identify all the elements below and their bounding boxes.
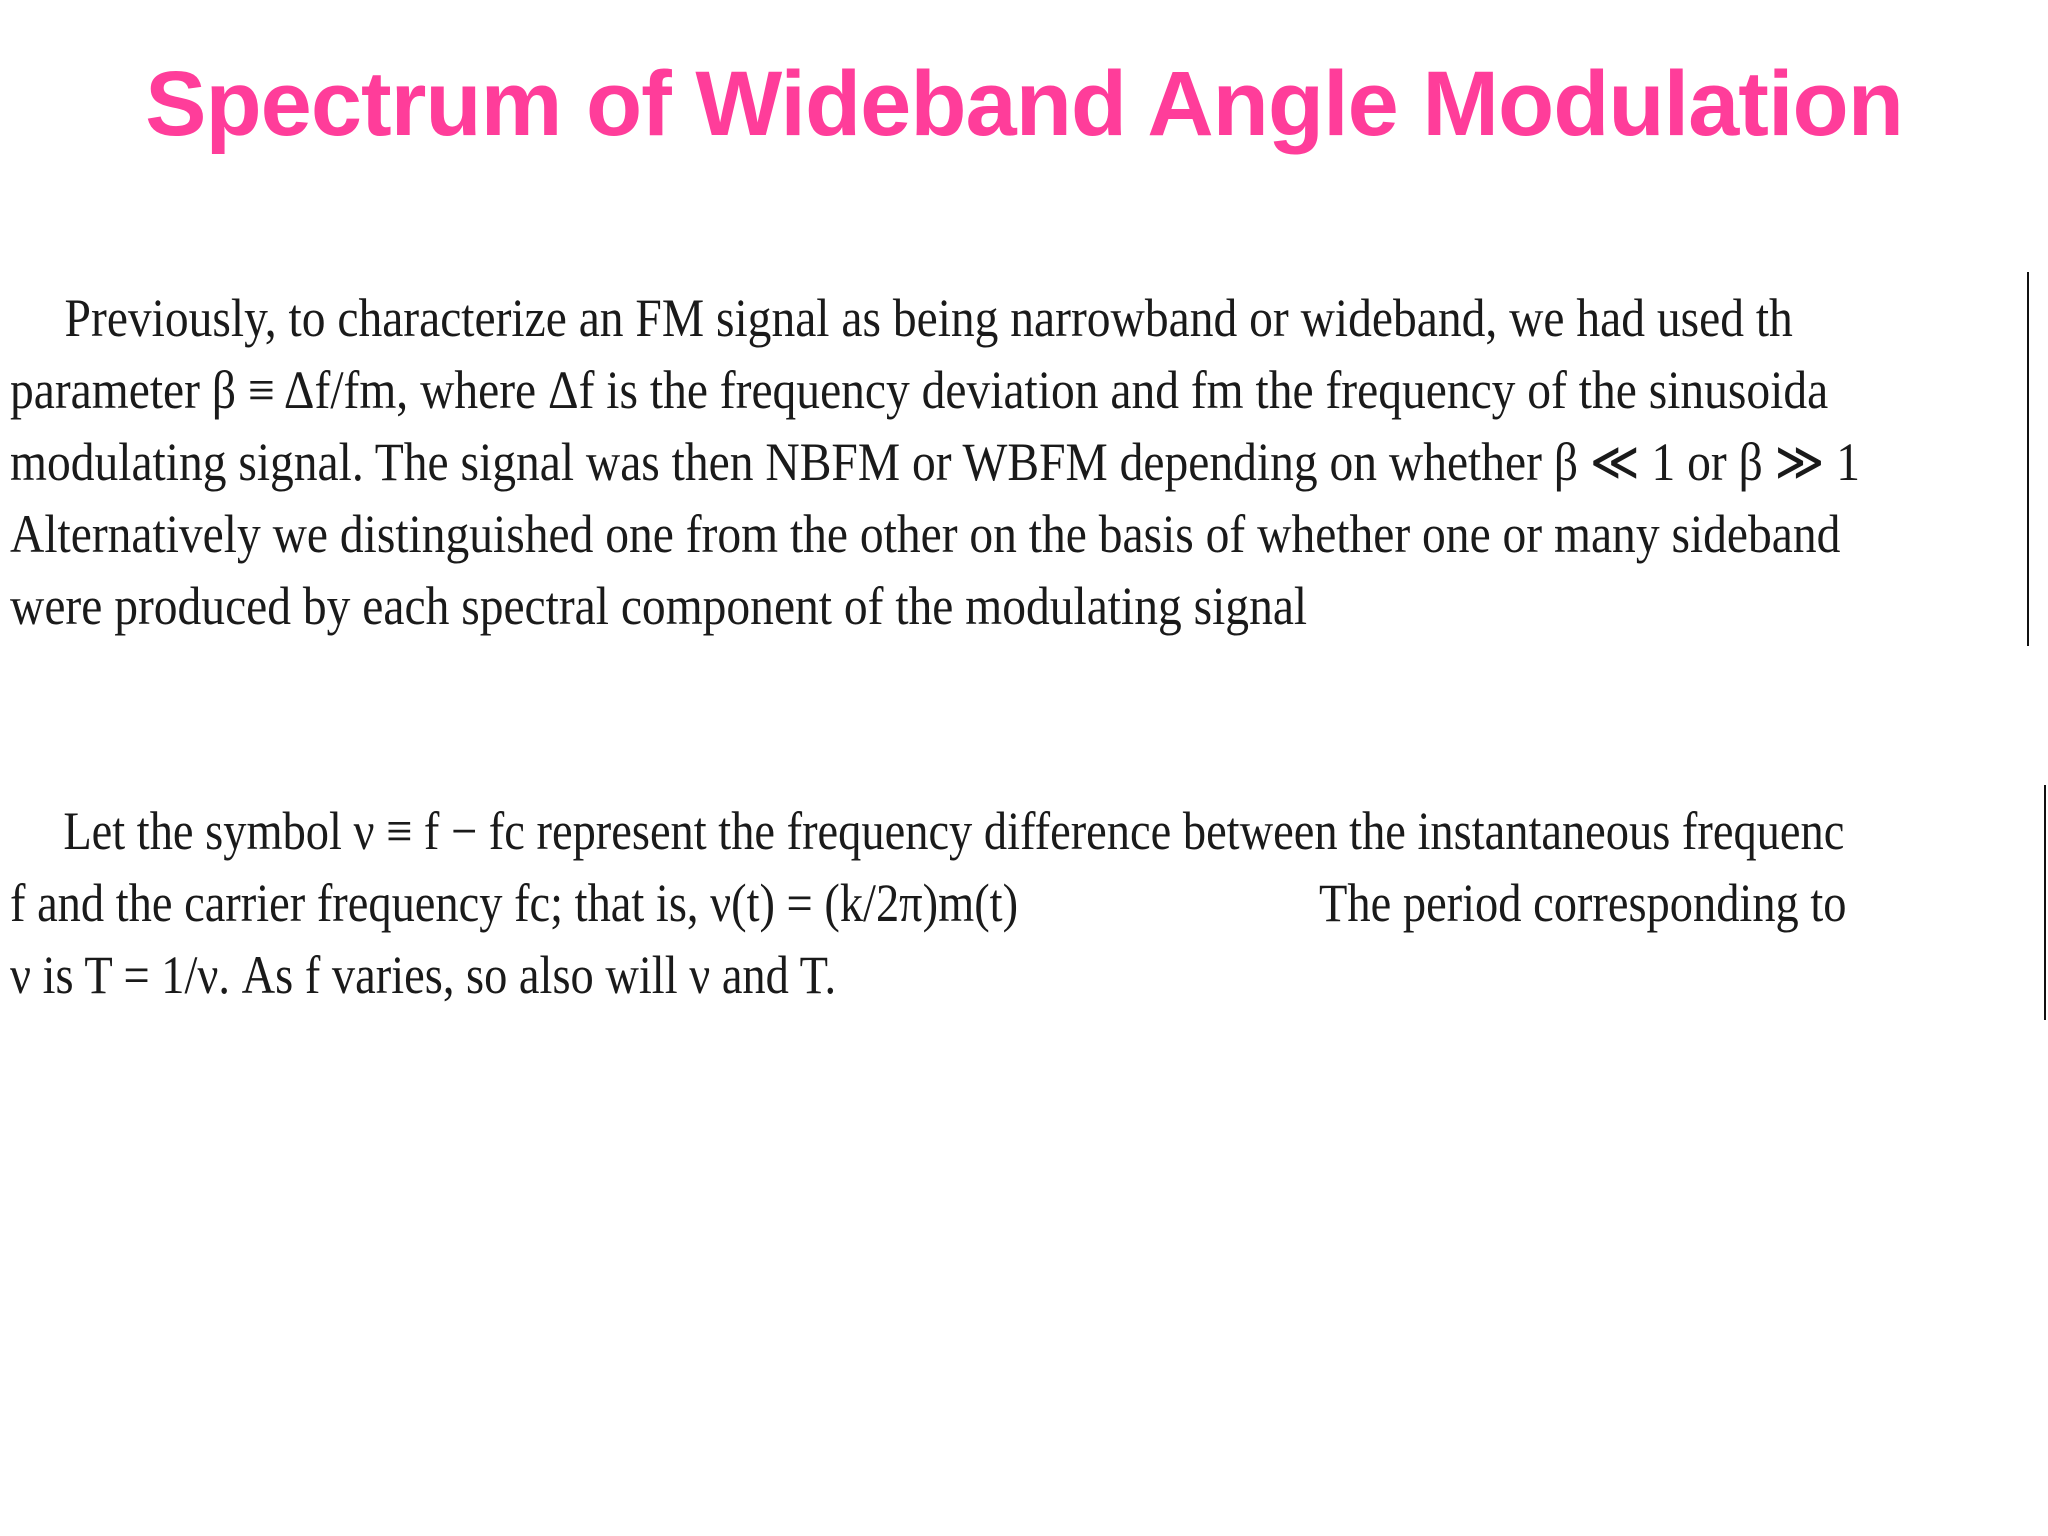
paragraph-line: Previously, to characterize an FM signal as being narrowband or wideband, we had used th (64, 288, 1793, 348)
paragraph-line: ν is T = 1/ν. As f varies, so also will ν and T. (10, 945, 837, 1005)
paragraph-fragment: f and the carrier frequency fc; that is, ν(t) = (k/2π)m(t) (10, 873, 1019, 933)
paragraph-line: modulating signal. The signal was then NBFM or WBFM depending on whether β ≪ 1 or β ≫ 1 (10, 432, 1861, 492)
paragraph-line: Let the symbol ν ≡ f − fc represent the frequency difference between the instantaneous frequenc (63, 801, 1845, 861)
paragraph-fragment: The period corresponding to (1319, 873, 1847, 933)
paragraph-line-composite (10, 867, 2022, 939)
page-title: Spectrum of Wideband Angle Modulation (145, 53, 1903, 155)
crop-edge-divider (2044, 785, 2046, 1020)
paragraph-fm-parameter (10, 282, 2025, 642)
crop-edge-divider (2027, 272, 2029, 646)
paragraph-frequency-difference (10, 795, 2022, 1011)
paragraph-line: Alternatively we distinguished one from the other on the basis of whether one or many sideband (10, 504, 1841, 564)
paragraph-line: were produced by each spectral component of the modulating signal (10, 576, 1308, 636)
paragraph-line: parameter β ≡ Δf/fm, where Δf is the frequency deviation and fm the frequency of the sinusoida (10, 360, 1829, 420)
